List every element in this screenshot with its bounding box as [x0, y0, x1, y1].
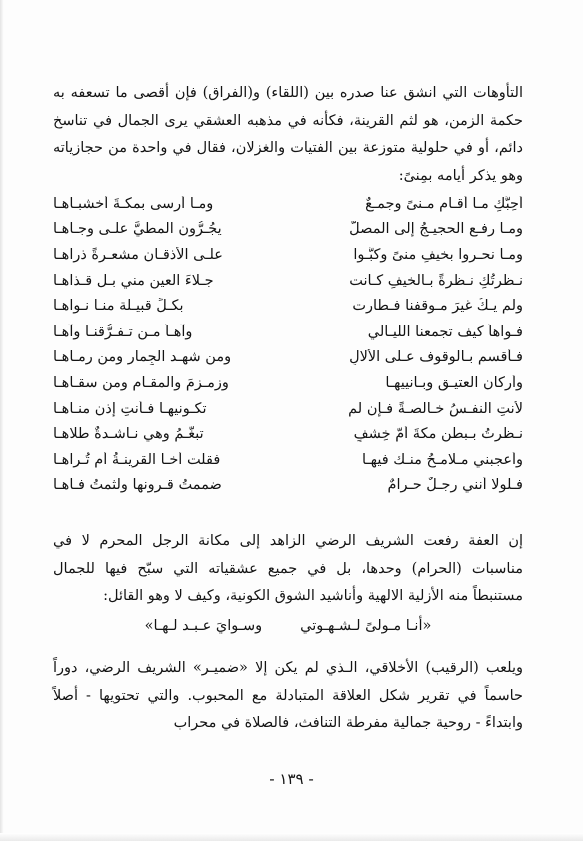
verse-first-hemistich: فـأقسم بـالوقوف عـلى الألالِ: [349, 349, 523, 366]
page-number: - ١٣٩ -: [269, 770, 314, 788]
verse-second-hemistich: ضممتُ قـرونها ولثمتُ فـاهـا: [53, 477, 222, 494]
verse-second-hemistich: بكـلِّ قبيـلة منـا نـواهـا: [53, 298, 184, 315]
verse-first-hemistich: ومـا نحـروا بخيفِ منىً وكبُّـوا: [353, 246, 523, 263]
verse-second-hemistich: ومـا أرسى بمكـةَ أخشبـاهـا: [53, 195, 214, 212]
verse-first-hemistich: وأركان العتيـقِ وبـانييهـا: [385, 374, 523, 391]
quoted-verse: [53, 613, 523, 640]
quote-second-hemistich: وسـوايَ عـبـد لـهـا»: [144, 618, 263, 634]
verse-first-hemistich: فـواهاً كيف تجمعنا الليـالي: [367, 323, 523, 340]
verse-first-hemistich: نـظرتُ بـبطن مكةَ أمّ خِشفٍ: [353, 426, 523, 443]
verse-first-hemistich: ولم يـكُ غيرَ مـوقفنا فـطارت: [352, 298, 523, 315]
poem-verse: [53, 242, 523, 268]
verse-second-hemistich: ومن شهِـد الجِمار ومن رمـاهـا: [53, 349, 232, 366]
poem-verse: [53, 345, 523, 371]
page-edge-shadow: [0, 0, 4, 841]
verse-second-hemistich: جـلاءَ العين مني بـل قـذاهـا: [53, 272, 214, 289]
verse-first-hemistich: أُحِبُّكِ مـا أقـام مـنىً وجمـعٌ: [365, 195, 523, 212]
verse-first-hemistich: ومـا رفـع الحجيـجُ إلى المصلّ: [349, 221, 523, 238]
poem-verse: [53, 447, 523, 473]
poem-verse: [53, 293, 523, 319]
page-bottom-shadow: [0, 833, 583, 841]
poem-verse: [53, 370, 523, 396]
verse-second-hemistich: علـى الأذقـان مشعـرةً ذراهـا: [53, 246, 223, 263]
poem-verse: [53, 268, 523, 294]
paragraph-watcher: ويلعب (الرقيب) الأخلاقي، الـذي لم يكن إلا «ضميـر» الشريف الرضي، دوراً حاسماً في تقرير شكل العلاقة المتبادلة مع المحبوب. والتي تحتويها - أصلاً وابتداءً - روحية جمالية مفرطة التنافث، فالصلاة في محراب: [53, 660, 523, 731]
verse-second-hemistich: وآهـاً مـن تـفـرُّقنـا وآهـا: [53, 323, 193, 340]
paragraph-chastity: إن العفة رفعت الشريف الرضي الزاهد إلى مكانة الرجل المحرم لا في مناسبات (الحرام) وحدها، بل في جميع عشقياته التي سبّح فيها للجمال مستنبطاً منه الأزلية الالهية وأناشيد الشوق الكونية، وكيف لا وهو القائل:: [53, 533, 523, 604]
poem-verse: [53, 217, 523, 243]
paragraph-intro: التأوهات التي انشق عنا صدره بين (اللقاء) و(الفراق) فإن أقصى ما تسعفه به حكمة الزمن، هو لثم القرينة، فكأنه في مذهبه العشقي يرى الجمال في تناسخ دائم، أو في حلولية متوزعة بين الفتيات والغزلان، فقال في واحدة من حجازياته وهو يذكر أيامه بمِنىً:: [53, 85, 523, 184]
verse-second-hemistich: فقلت أخـا القرينـةُ أم تُـراهـا: [53, 451, 221, 468]
verse-second-hemistich: تبغَّـمُ وهي نـاشـدةٌ طلاهـا: [53, 426, 204, 443]
verse-first-hemistich: نـظرتُكِ نـظرةً بـالخيفِ كـانت: [349, 272, 523, 289]
poem: [53, 191, 523, 498]
poem-verse: [53, 319, 523, 345]
poem-verse: [53, 421, 523, 447]
verse-second-hemistich: تكـونيهـا فـأنتِ إذن منـاهـا: [53, 400, 207, 417]
poem-verse: [53, 396, 523, 422]
verse-second-hemistich: يجُـرُّون المطيَّ علـى وجـاهـا: [53, 221, 222, 238]
verse-first-hemistich: لأنتِ النفـسُ خـالصـةً فـإن لم: [348, 400, 523, 417]
quote-first-hemistich: «أنـا مـولىً لـشـهـوتي: [300, 618, 432, 634]
poem-verse: [53, 191, 523, 217]
poem-verse: [53, 473, 523, 499]
verse-first-hemistich: فـلولا أنني رجـلٌ حـرامٌ: [387, 477, 523, 494]
verse-second-hemistich: وزمـزمَ والمقـام ومن سقـاهـا: [53, 374, 229, 391]
verse-first-hemistich: وأعجبني مـلامـحُ منـك فيهـا: [361, 451, 523, 468]
